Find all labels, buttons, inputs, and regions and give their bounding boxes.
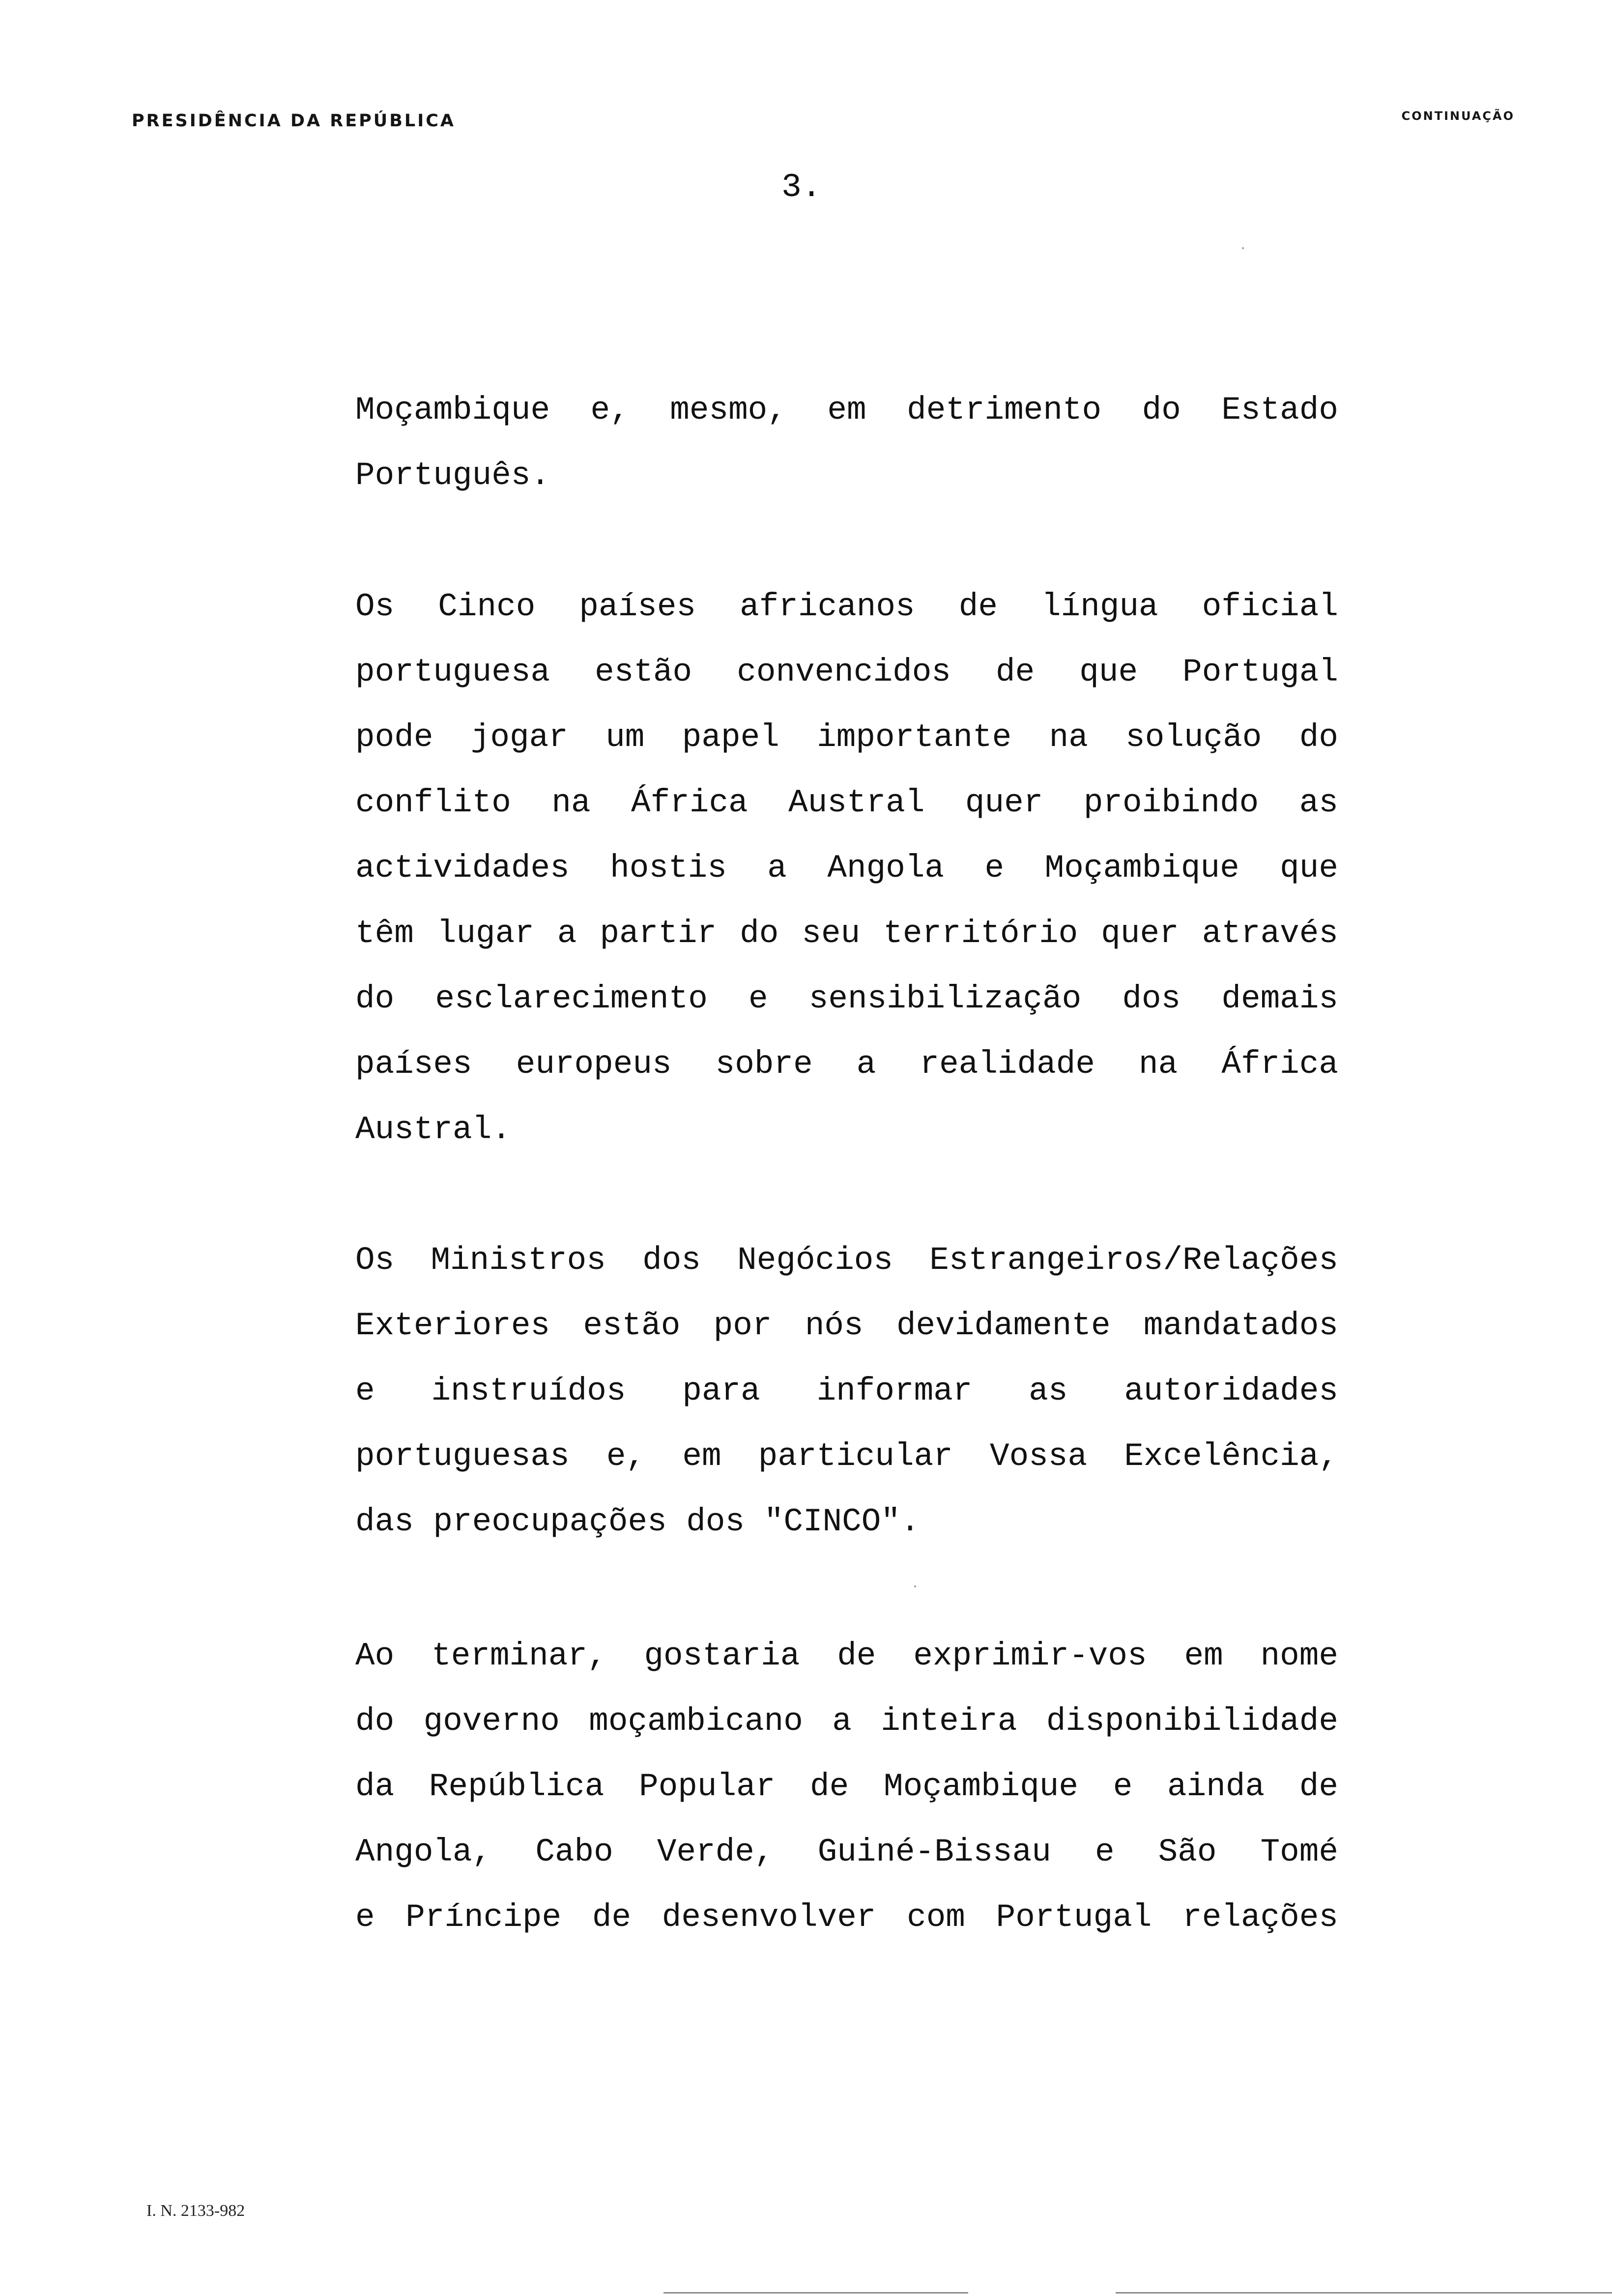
paragraph-2-line: países europeus sobre a realidade na África [355, 1046, 1338, 1083]
scan-edge-line [663, 2292, 968, 2294]
paragraph-3-line: das preocupações dos "CINCO". [355, 1503, 920, 1540]
continuation-label: CONTINUAÇÃO [1401, 109, 1515, 123]
paragraph-3-line: e instruídos para informar as autoridades [355, 1373, 1338, 1409]
scan-speck [914, 1585, 916, 1587]
form-code: I. N. 2133-982 [146, 2202, 245, 2220]
paragraph-2-line: portuguesa estão convencidos de que Portugal [355, 654, 1338, 690]
paragraph-2-line: actividades hostis a Angola e Moçambique que [355, 850, 1338, 887]
paragraph-2-line: pode jogar um papel importante na solução do [355, 719, 1338, 756]
paragraph-3-line: Exteriores estão por nós devidamente mandatados [355, 1307, 1338, 1344]
paragraph-3-line: Os Ministros dos Negócios Estrangeiros/Relações [355, 1242, 1338, 1279]
paragraph-4-line: Ao terminar, gostaria de exprimir-vos em nome [355, 1637, 1338, 1674]
paragraph-4-line: e Príncipe de desenvolver com Portugal relações [355, 1899, 1338, 1936]
paragraph-2-line: Os Cinco países africanos de língua oficial [355, 588, 1338, 625]
paragraph-3-line: portuguesas e, em particular Vossa Excelência, [355, 1438, 1338, 1475]
paragraph-4-line: Angola, Cabo Verde, Guiné-Bissau e São Tomé [355, 1834, 1338, 1870]
paragraph-2-line: têm lugar a partir do seu território quer através [355, 915, 1338, 952]
paragraph-2-line: do esclarecimento e sensibilização dos demais [355, 980, 1338, 1017]
paragraph-1-line: Moçambique e, mesmo, em detrimento do Estado [355, 392, 1338, 429]
scan-speck [1242, 247, 1244, 249]
scan-edge-line [1116, 2292, 1612, 2294]
paragraph-2-line: conflito na África Austral quer proibindo as [355, 784, 1338, 821]
paragraph-4-line: do governo moçambicano a inteira disponibilidade [355, 1703, 1338, 1740]
paragraph-1-line: Português. [355, 457, 550, 494]
paragraph-2-line: Austral. [355, 1111, 511, 1148]
letterhead: PRESIDÊNCIA DA REPÚBLICA [132, 111, 456, 131]
paragraph-4-line: da República Popular de Moçambique e ainda de [355, 1768, 1338, 1805]
page-number: 3. [781, 169, 822, 206]
